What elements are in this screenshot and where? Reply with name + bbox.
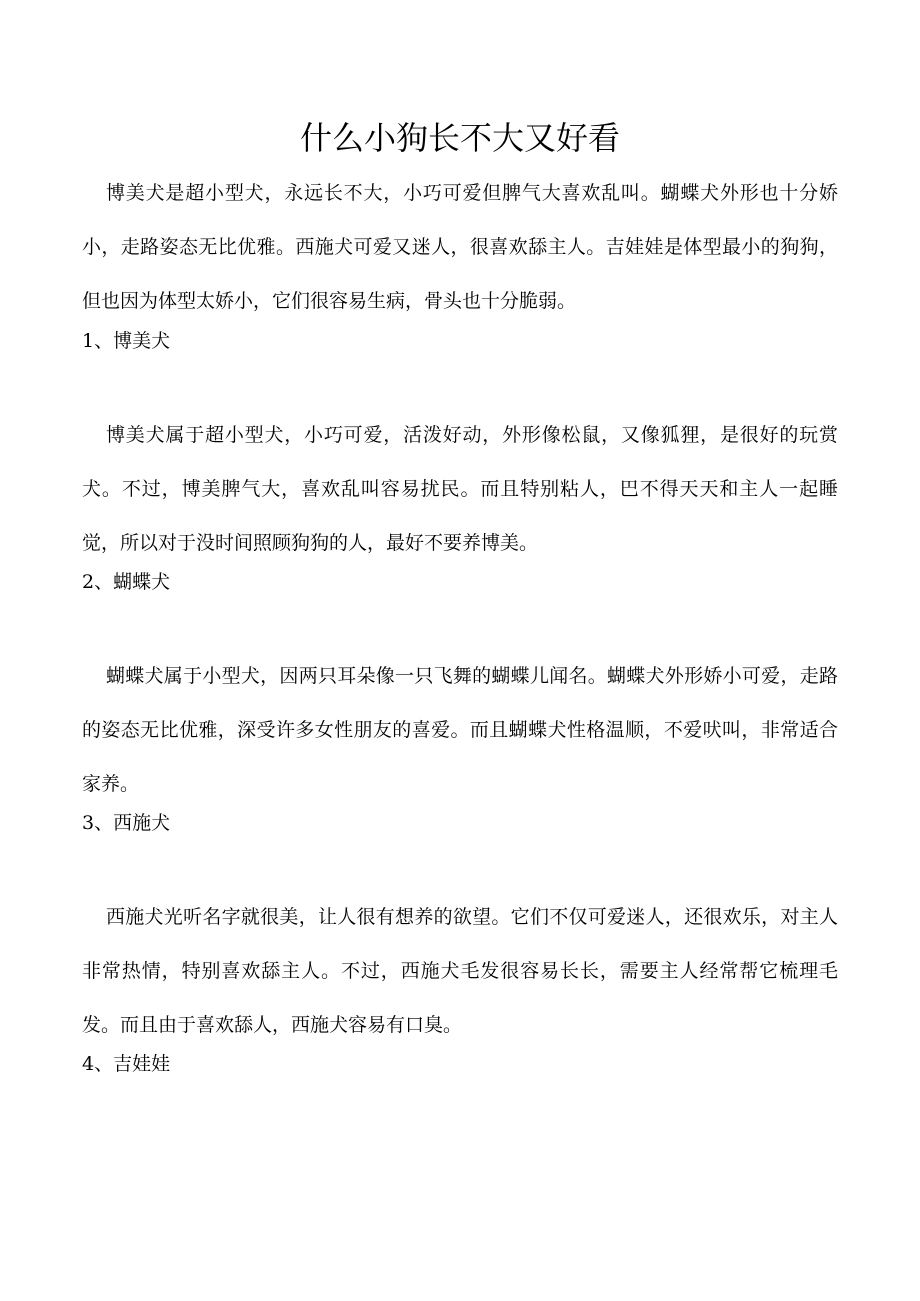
page-title: 什么小狗长不大又好看 [299, 119, 620, 157]
intro-paragraph: 博美犬是超小型犬，永远长不大，小巧可爱但脾气大喜欢乱叫。蝴蝶犬外形也十分娇小，走路姿态无比优雅。西施犬可爱又迷人，很喜欢舔主人。吉娃娃是体型最小的狗狗，但也因为体型太娇小，它们很容易生病，骨头也十分脆弱。 [82, 182, 838, 312]
section-body-pomeranian: 博美犬属于超小型犬，小巧可爱，活泼好动，外形像松鼠，又像狐狸，是很好的玩赏犬。不过，博美脾气大，喜欢乱叫容易扰民。而且特别粘人，巴不得天天和主人一起睡觉，所以对于没时间照顾狗狗的人，最好不要养博美。 [82, 424, 838, 554]
section-heading-chihuahua: 4、吉娃娃 [82, 1053, 171, 1075]
section-heading-pomeranian: 1、博美犬 [82, 330, 171, 352]
section-heading-papillon: 2、蝴蝶犬 [82, 571, 171, 593]
section-heading-shih-tzu: 3、西施犬 [82, 812, 171, 834]
section-body-shih-tzu: 西施犬光听名字就很美，让人很有想养的欲望。它们不仅可爱迷人，还很欢乐，对主人非常热情，特别喜欢舔主人。不过，西施犬毛发很容易长长，需要主人经常帮它梳理毛发。而且由于喜欢舔人，西施犬容易有口臭。 [82, 906, 838, 1036]
section-body-papillon: 蝴蝶犬属于小型犬，因两只耳朵像一只飞舞的蝴蝶儿闻名。蝴蝶犬外形娇小可爱，走路的姿态无比优雅，深受许多女性朋友的喜爱。而且蝴蝶犬性格温顺，不爱吠叫，非常适合家养。 [82, 665, 838, 795]
